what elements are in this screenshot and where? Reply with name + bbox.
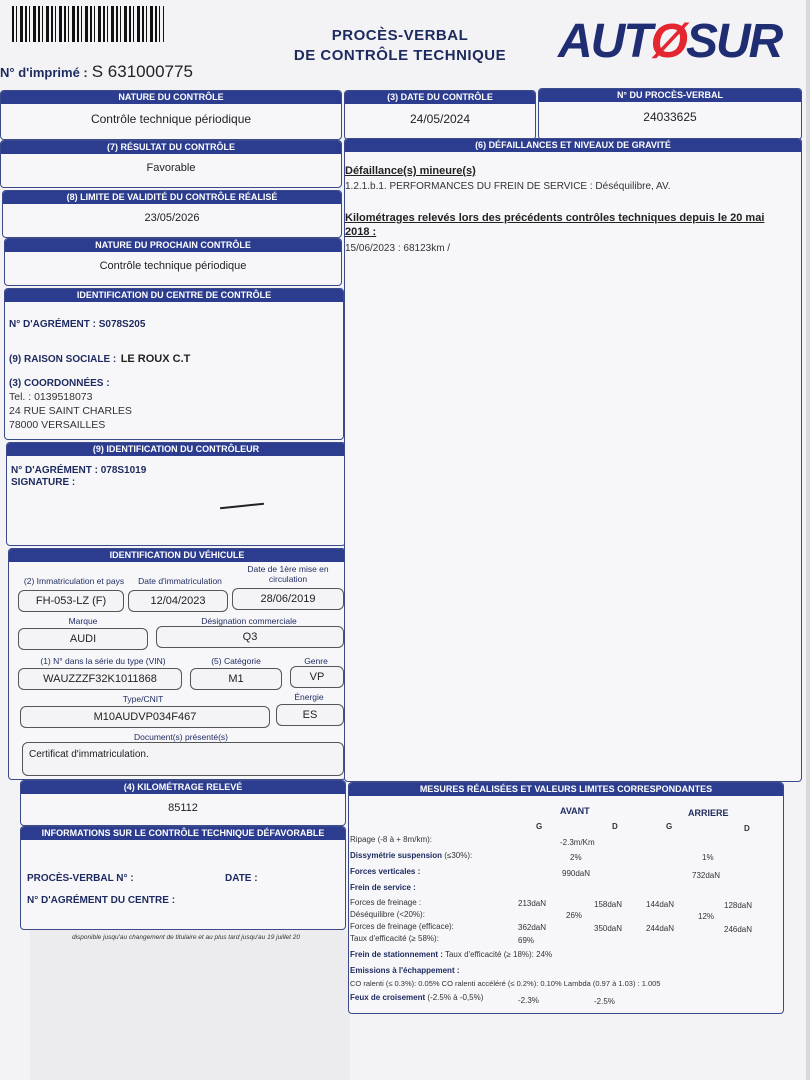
- pv-number-value: 24033625: [643, 110, 697, 124]
- taux-label: Taux d'efficacité (≥ 58%):: [350, 934, 439, 943]
- imprime-value: S 631000775: [91, 62, 193, 81]
- date-mise-label: Date de 1ère mise en circulation: [247, 564, 329, 584]
- categorie-field: M1: [190, 668, 282, 690]
- controleur-header: (9) IDENTIFICATION DU CONTRÔLEUR: [7, 443, 345, 456]
- centre-box: [4, 288, 344, 440]
- forces-label: Forces verticales :: [350, 867, 421, 876]
- vin-label: (1) N° dans la série du type (VIN): [40, 656, 166, 666]
- avant-label: AVANT: [560, 806, 590, 816]
- marque-field: AUDI: [18, 628, 148, 650]
- taux-value: 69%: [518, 936, 535, 945]
- prochain-box: [4, 238, 342, 286]
- avant-d: D: [612, 822, 618, 831]
- dissym-row: [350, 851, 472, 860]
- deseq-ar: 12%: [698, 912, 715, 921]
- arriere-label: ARRIERE: [688, 808, 729, 818]
- date-mise-field: 28/06/2019: [232, 588, 344, 610]
- defavorable-agrement-label: N° D'AGRÉMENT DU CENTRE :: [27, 895, 176, 906]
- vehicule-header: IDENTIFICATION DU VÉHICULE: [9, 549, 345, 562]
- resultat-box: [0, 140, 342, 188]
- genre-field: VP: [290, 666, 344, 688]
- avant-g: G: [536, 822, 543, 831]
- type-field: M10AUDVP034F467: [20, 706, 270, 728]
- efficace-label: Forces de freinage (efficace):: [350, 922, 454, 931]
- dissym-label: Dissymétrie suspension: [350, 851, 443, 860]
- emissions-label: Emissions à l'échappement :: [350, 966, 460, 975]
- dissym-av: 2%: [570, 853, 582, 862]
- mesures-header: MESURES RÉALISÉES ET VALEURS LIMITES CORRESPONDANTES: [349, 783, 783, 796]
- km-title: Kilométrages relevés lors des précédents contrôles techniques depuis le 20 mai 2018 :: [345, 212, 765, 238]
- immat-field: FH-053-LZ (F): [18, 590, 124, 612]
- efficace-avg: 362daN: [518, 923, 547, 932]
- raison-value: LE ROUX C.T: [120, 353, 191, 365]
- limite-header: (8) LIMITE DE VALIDITÉ DU CONTRÔLE RÉALISÉ: [3, 191, 341, 204]
- centre-adresse-2: 78000 VERSAILLES: [9, 419, 106, 431]
- marque-label: Marque: [68, 616, 98, 626]
- stationnement-label: Frein de stationnement :: [350, 950, 443, 959]
- defavorable-header: INFORMATIONS SUR LE CONTRÔLE TECHNIQUE DÉFAVORABLE: [21, 827, 345, 840]
- documents-field: Certificat d'immatriculation.: [22, 742, 344, 776]
- energie-field: ES: [276, 704, 344, 726]
- barcode: [12, 6, 164, 42]
- centre-header: IDENTIFICATION DU CENTRE DE CONTRÔLE: [5, 289, 343, 302]
- feux-label: Feux de croisement: [350, 993, 426, 1002]
- defaillances-box: [344, 138, 802, 782]
- efficace-avd: 350daN: [594, 924, 623, 933]
- emissions-row: [350, 966, 460, 975]
- nature-controle-header: NATURE DU CONTRÔLE: [1, 91, 341, 104]
- prochain-value: Contrôle technique périodique: [99, 260, 247, 272]
- mineures-item: 1.2.1.b.1. PERFORMANCES DU FREIN DE SERVICE : Déséquilibre, AV.: [345, 181, 671, 192]
- ripage-av: -2.3m/Km: [560, 838, 595, 847]
- deseq-label: Déséquilibre (<20%):: [350, 910, 425, 919]
- imprime-label: N° d'imprimé :: [0, 65, 88, 80]
- coord-label: (3) COORDONNÉES :: [9, 378, 110, 389]
- raison-label: (9) RAISON SOCIALE :: [9, 354, 117, 365]
- underlying-paper: [30, 930, 350, 1080]
- defavorable-pv-label: PROCÈS-VERBAL N° :: [27, 873, 134, 884]
- defaillances-header: (6) DÉFAILLANCES ET NIVEAUX DE GRAVITÉ: [345, 139, 801, 152]
- dissym-limit: (≤30%):: [444, 851, 473, 860]
- arriere-d: D: [744, 824, 750, 833]
- logo-prefix: AUT: [558, 15, 651, 68]
- centre-agrement: N° D'AGRÉMENT : S078S205: [9, 319, 146, 330]
- forces-row: [350, 867, 420, 876]
- logo-o: Ø: [650, 15, 686, 68]
- resultat-header: (7) RÉSULTAT DU CONTRÔLE: [1, 141, 341, 154]
- immat-label: (2) Immatriculation et pays: [23, 576, 125, 586]
- defavorable-box: [20, 826, 346, 930]
- imprime-number: [0, 62, 193, 82]
- designation-label: Désignation commerciale: [201, 616, 297, 626]
- title-line-1: PROCÈS-VERBAL: [331, 27, 469, 44]
- nature-controle-value: Contrôle technique périodique: [90, 112, 252, 126]
- freinage-arg: 144daN: [646, 900, 675, 909]
- date-immat-label: Date d'immatriculation: [138, 576, 222, 586]
- forces-av: 990daN: [562, 869, 591, 878]
- freinage-ard: 128daN: [724, 901, 753, 910]
- kilometrage-value: 85112: [168, 802, 198, 814]
- limite-value: 23/05/2026: [144, 212, 200, 224]
- documents-label: Document(s) présenté(s): [133, 732, 228, 742]
- date-controle-box: [344, 90, 536, 140]
- freinage-avd: 158daN: [594, 900, 623, 909]
- nature-controle-box: [0, 90, 342, 140]
- centre-raison: [9, 349, 190, 367]
- emissions-value: CO ralenti (≤ 0.3%): 0.05% CO ralenti accéléré (≤ 0.2%): 0.10% Lambda (0.97 à 1.03) : 1.005: [350, 979, 661, 988]
- efficace-arg: 244daN: [646, 924, 675, 933]
- signature-label: SIGNATURE :: [11, 477, 76, 488]
- freinage-label: Forces de freinage :: [350, 898, 422, 907]
- forces-ar: 732daN: [692, 871, 721, 880]
- controleur-agrement: N° D'AGRÉMENT : 078S1019: [11, 465, 147, 476]
- frein-service-row: [350, 883, 416, 892]
- feux-g: -2.3%: [518, 996, 539, 1005]
- date-controle-value: 24/05/2024: [409, 112, 471, 126]
- deseq-av: 26%: [566, 911, 583, 920]
- feux-row: [350, 993, 483, 1002]
- feux-limit: (-2.5% à -0,5%): [427, 993, 484, 1002]
- frein-service-label: Frein de service :: [350, 883, 416, 892]
- pv-number-box: [538, 88, 802, 140]
- type-label: Type/CNIT: [122, 694, 164, 704]
- dissym-ar: 1%: [702, 853, 714, 862]
- kilometrage-box: [20, 780, 346, 826]
- document-title: [270, 26, 530, 66]
- autosur-logo: [558, 14, 781, 69]
- designation-field: Q3: [156, 626, 344, 648]
- resultat-value: Favorable: [146, 162, 196, 174]
- feux-d: -2.5%: [594, 997, 615, 1006]
- efficace-ard: 246daN: [724, 925, 753, 934]
- categorie-label: (5) Catégorie: [211, 656, 261, 666]
- km-item: 15/06/2023 : 68123km /: [345, 243, 451, 254]
- ripage-label: Ripage (-8 à + 8m/km):: [350, 835, 433, 844]
- stationnement-value: Taux d'efficacité (≥ 18%): 24%: [444, 950, 553, 959]
- kilometrage-header: (4) KILOMÉTRAGE RELEVÉ: [21, 781, 345, 794]
- footer-note: disponible jusqu'au changement de titulaire et au plus tard jusqu'au 19 juillet 20: [72, 934, 300, 941]
- pv-number-header: N° DU PROCÈS-VERBAL: [539, 89, 801, 102]
- date-immat-field: 12/04/2023: [128, 590, 228, 612]
- defavorable-date-label: DATE :: [225, 873, 258, 884]
- arriere-g: G: [666, 822, 673, 831]
- genre-label: Genre: [304, 656, 328, 666]
- freinage-avg: 213daN: [518, 899, 547, 908]
- controleur-box: [6, 442, 346, 546]
- prochain-header: NATURE DU PROCHAIN CONTRÔLE: [5, 239, 341, 252]
- mineures-title: Défaillance(s) mineure(s): [345, 165, 476, 177]
- energie-label: Énergie: [294, 692, 324, 702]
- centre-adresse-1: 24 RUE SAINT CHARLES: [9, 405, 132, 417]
- limite-box: [2, 190, 342, 238]
- centre-tel: Tel. : 0139518073: [9, 391, 93, 403]
- logo-suffix: SUR: [686, 15, 782, 68]
- date-controle-header: (3) DATE DU CONTRÔLE: [345, 91, 535, 104]
- vin-field: WAUZZZF32K1011868: [18, 668, 182, 690]
- title-line-2: DE CONTRÔLE TECHNIQUE: [293, 47, 507, 64]
- stationnement-row: [350, 950, 552, 959]
